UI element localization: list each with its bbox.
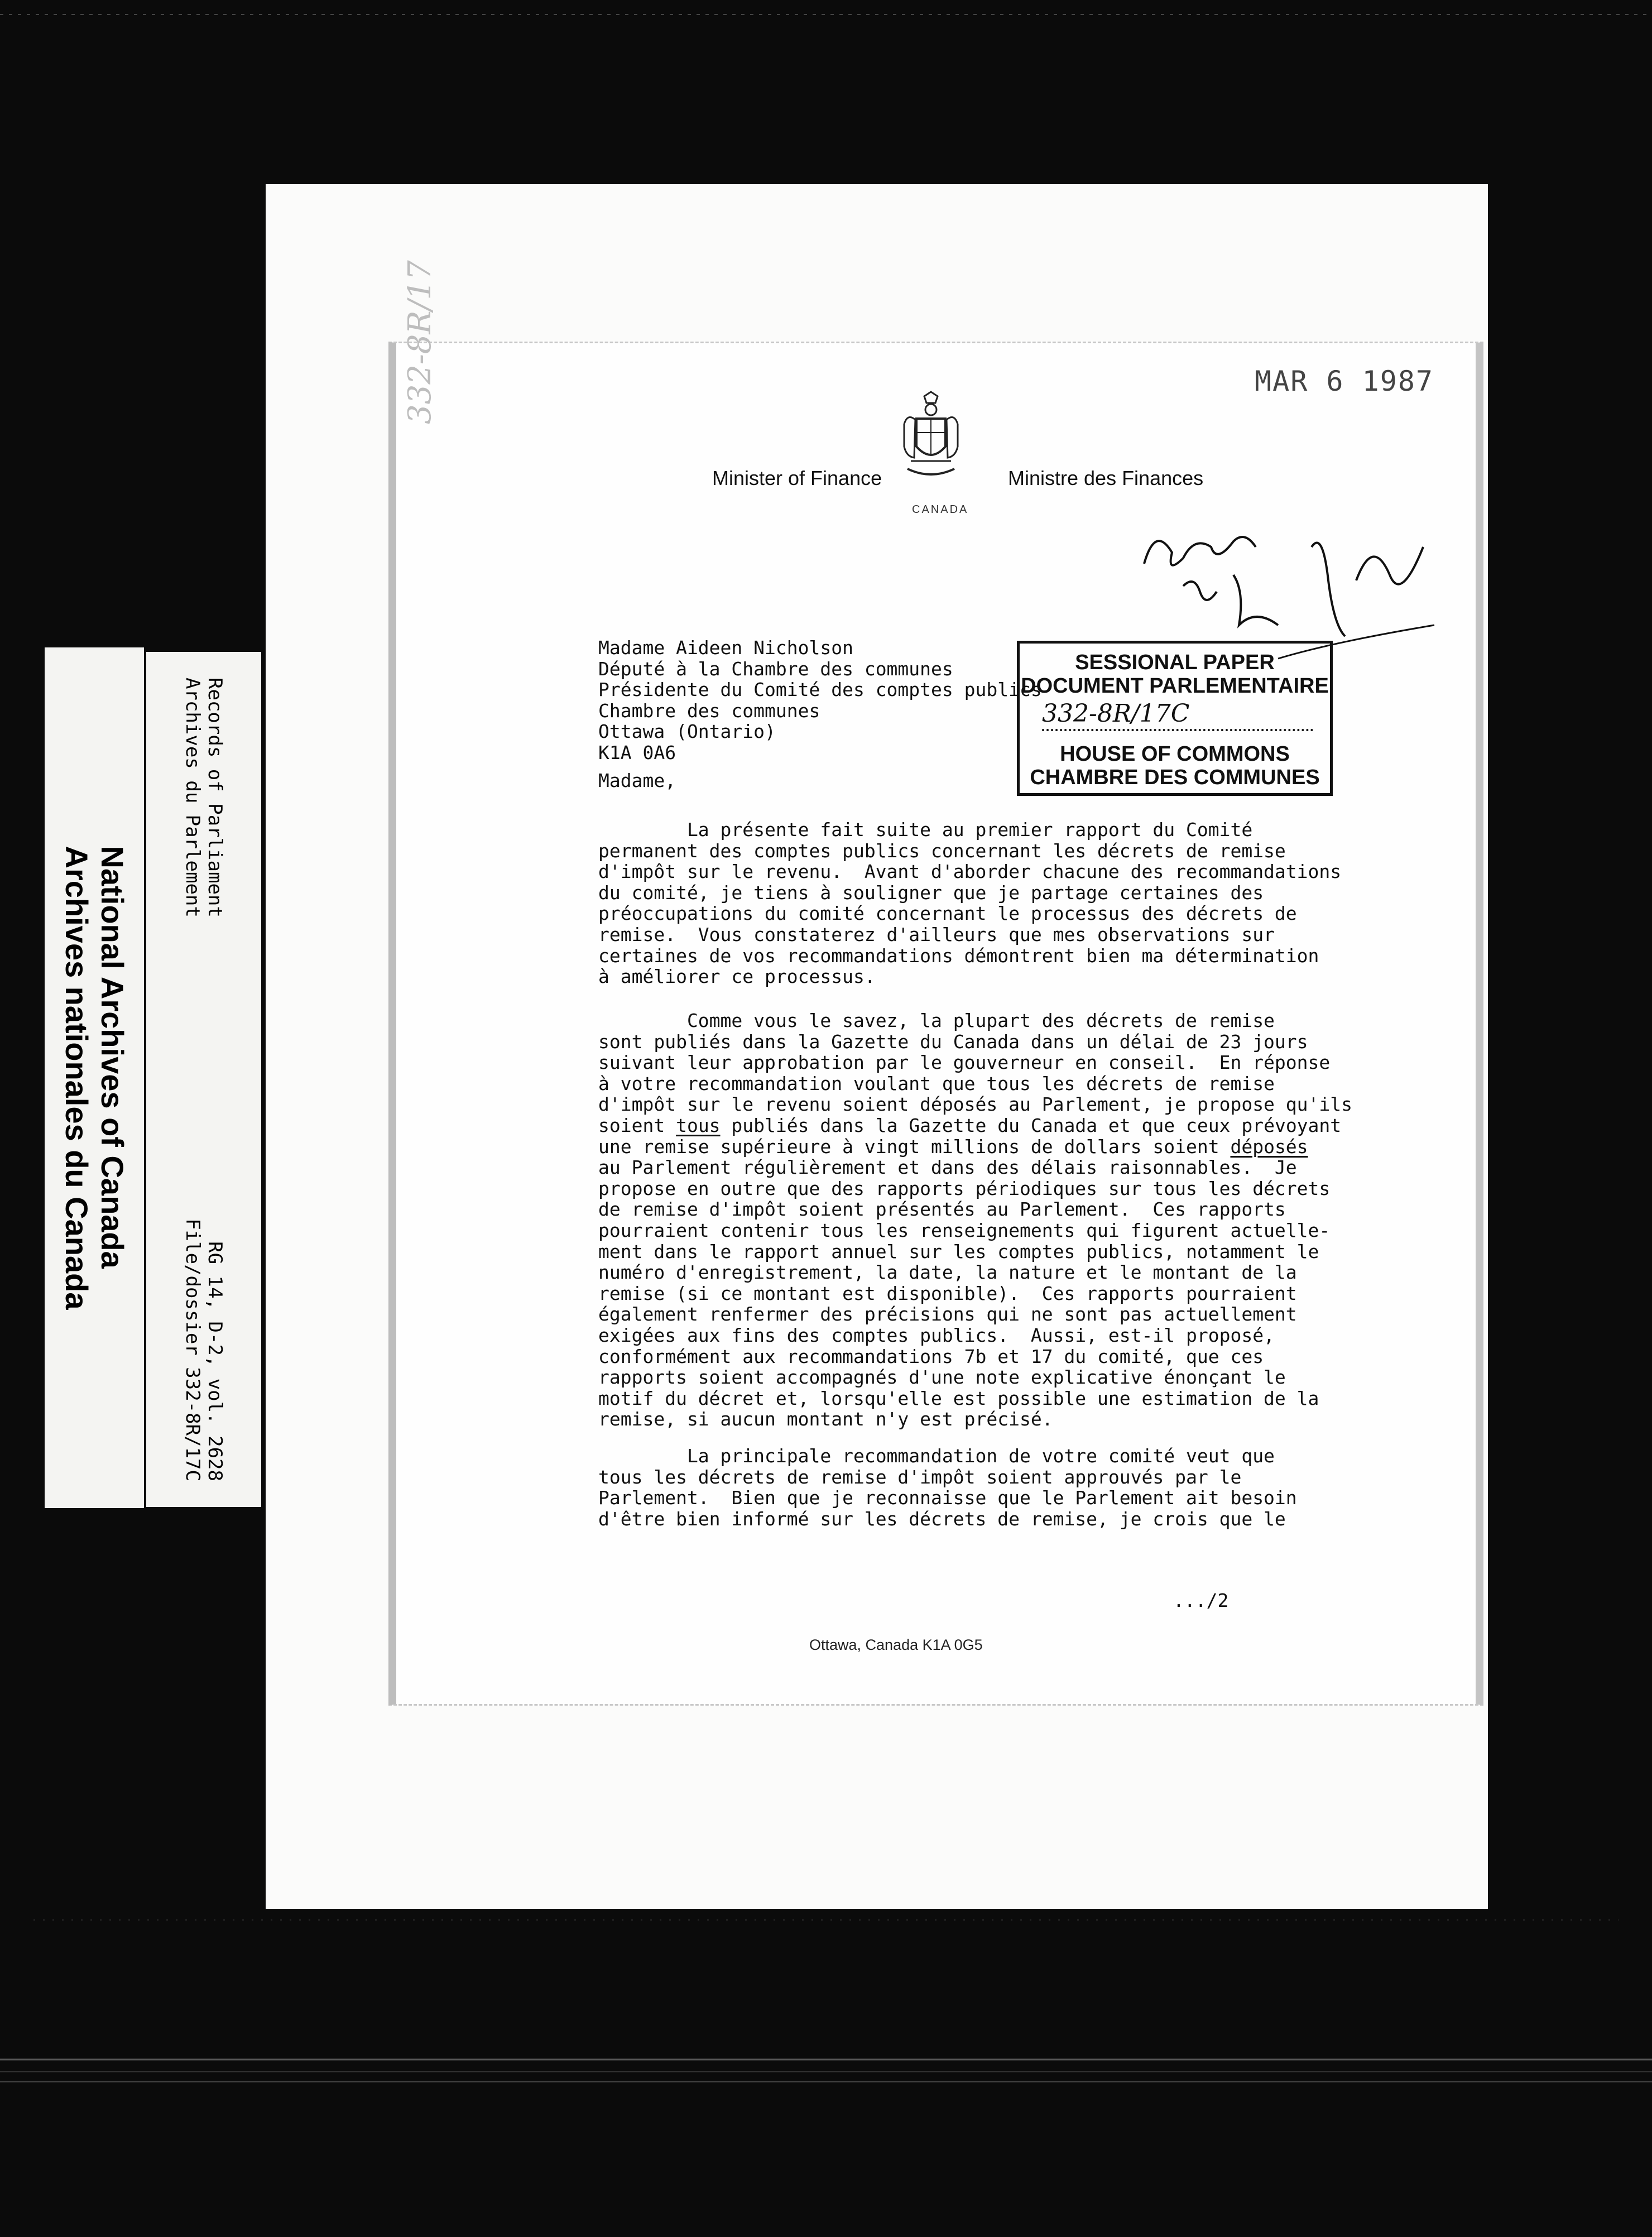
archive-label-records xyxy=(146,652,261,1507)
paragraph-line: La présente fait suite au premier rapport du Comité xyxy=(598,819,1253,841)
archive-national-en: National Archives of Canada xyxy=(95,846,130,1269)
minister-title-en: Minister of Finance xyxy=(712,467,882,489)
records-line-fr: Archives du Parlement xyxy=(181,678,204,918)
paragraph-line: pourraient contenir tous les renseignements qui figurent actuelle- xyxy=(598,1219,1331,1241)
address-line: Ottawa (Ontario) xyxy=(598,721,776,743)
stamp-house-of-commons: HOUSE OF COMMONS xyxy=(1060,742,1290,766)
text-run: soient xyxy=(598,1114,676,1136)
canada-coat-of-arms-icon xyxy=(900,391,962,508)
paragraph-line: remise, si aucun montant n'y est précisé. xyxy=(598,1408,1053,1430)
paragraph-line: permanent des comptes publics concernant les décrets de remise xyxy=(598,839,1286,862)
minister-title-fr: Ministre des Finances xyxy=(1008,467,1204,489)
paragraph-line: conformément aux recommandations 7b et 17 du comité, que ces xyxy=(598,1345,1264,1367)
paragraph-line: exigées aux fins des comptes publics. Aussi, est-il proposé, xyxy=(598,1324,1275,1346)
paragraph-line: rapports soient accompagnés d'une note explicative énonçant le xyxy=(598,1366,1286,1389)
date-stamp: MAR 6 1987 xyxy=(1255,365,1434,397)
paragraph-line: remise. Vous constaterez d'ailleurs que mes observations sur xyxy=(598,923,1275,945)
reference-line-1: RG 14, D-2, vol. 2628 xyxy=(204,1241,226,1481)
paragraph-2 xyxy=(598,1010,1352,1430)
paragraph-line: du comité, je tiens à souligner que je partage certaines des xyxy=(598,881,1264,904)
paragraph-line: motif du décret et, lorsqu'elle est possible une estimation de la xyxy=(598,1387,1319,1409)
paragraph-line: propose en outre que des rapports périodiques sur tous les décrets xyxy=(598,1177,1331,1199)
underlined-word-tous: tous xyxy=(676,1114,721,1136)
address-line: Chambre des communes xyxy=(598,699,820,722)
stamp-document-parlementaire: DOCUMENT PARLEMENTAIRE xyxy=(1021,674,1329,698)
text-run: une remise supérieure à vingt millions de dollars soient xyxy=(598,1135,1231,1158)
paragraph-line: numéro d'enregistrement, la date, la nature et le montant de la xyxy=(598,1261,1297,1284)
address-line: Madame Aideen Nicholson xyxy=(598,637,853,659)
paragraph-line: La principale recommandation de votre comité veut que xyxy=(598,1445,1275,1467)
paragraph-line: d'impôt sur le revenu. Avant d'aborder chacune des recommandations xyxy=(598,861,1342,883)
paragraph-line: également renfermer des précisions qui ne sont pas actuellement xyxy=(598,1303,1297,1326)
recipient-address xyxy=(598,637,1042,764)
paragraph-line: à votre recommandation voulant que tous les décrets de remise xyxy=(598,1072,1275,1095)
text-run: publiés dans la Gazette du Canada et que ceux prévoyant xyxy=(720,1114,1342,1136)
stamp-sessional-paper: SESSIONAL PAPER xyxy=(1075,651,1275,674)
stamp-file-number: 332-8R/17C xyxy=(1042,699,1313,731)
margin-handwritten-note: 332-8R/17 xyxy=(402,260,438,424)
reference-line-2: File/dossier 332-8R/17C xyxy=(181,1218,204,1481)
archive-label-national xyxy=(45,647,144,1508)
paragraph-line: à améliorer ce processus. xyxy=(598,966,876,988)
stamp-chambre-des-communes: CHAMBRE DES COMMUNES xyxy=(1030,766,1320,789)
paragraph-3 xyxy=(598,1446,1297,1529)
records-line-en: Records of Parliament xyxy=(204,678,226,918)
page-continuation-marker: .../2 xyxy=(1173,1590,1229,1611)
paragraph-line xyxy=(598,1136,1352,1158)
crest-caption: CANADA xyxy=(912,503,969,516)
paragraph-line: de remise d'impôt soient présentés au Parlement. Ces rapports xyxy=(598,1198,1286,1221)
paragraph-line: ment dans le rapport annuel sur les comptes publics, notamment le xyxy=(598,1240,1319,1262)
address-line: Député à la Chambre des communes xyxy=(598,657,953,680)
paragraph-line xyxy=(598,1115,1352,1136)
underlined-word-deposes: déposés xyxy=(1230,1135,1308,1158)
salutation: Madame, xyxy=(598,770,676,791)
paragraph-line: Parlement. Bien que je reconnaisse que le Parlement ait besoin xyxy=(598,1487,1297,1509)
paragraph-line: d'être bien informé sur les décrets de remise, je crois que le xyxy=(598,1508,1286,1530)
sessional-paper-stamp xyxy=(1017,641,1333,796)
paragraph-line: certaines de vos recommandations démontrent bien ma détermination xyxy=(598,944,1319,967)
paragraph-line: préoccupations du comité concernant le processus des décrets de xyxy=(598,903,1297,925)
paragraph-1 xyxy=(598,819,1341,987)
address-line: K1A 0A6 xyxy=(598,741,676,764)
paragraph-line: suivant leur approbation par le gouverneur en conseil. En réponse xyxy=(598,1052,1331,1074)
paragraph-line: Comme vous le savez, la plupart des décrets de remise xyxy=(598,1010,1275,1031)
paragraph-line: tous les décrets de remise d'impôt soient approuvés par le xyxy=(598,1466,1242,1488)
paragraph-line: sont publiés dans la Gazette du Canada dans un délai de 23 jours xyxy=(598,1030,1308,1053)
paragraph-line: d'impôt sur le revenu soient déposés au Parlement, je propose qu'ils xyxy=(598,1093,1353,1116)
address-line: Présidente du Comité des comptes publics xyxy=(598,679,1042,701)
paragraph-line: remise (si ce montant est disponible). Ces rapports pourraient xyxy=(598,1282,1297,1304)
archive-national-fr: Archives nationales du Canada xyxy=(59,846,94,1310)
footer-address: Ottawa, Canada K1A 0G5 xyxy=(809,1636,983,1653)
paragraph-line: au Parlement régulièrement et dans des délais raisonnables. Je xyxy=(598,1156,1297,1179)
